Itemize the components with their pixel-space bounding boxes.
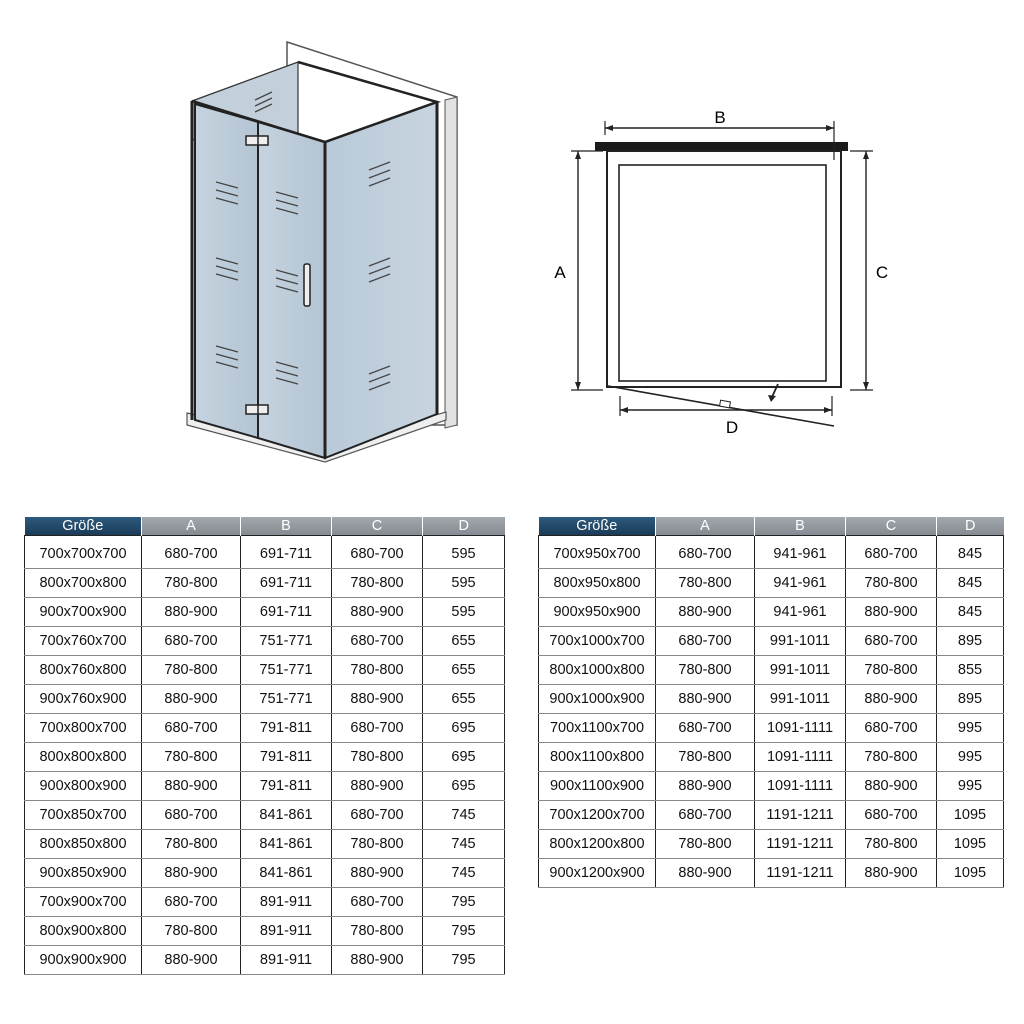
cell-d: 895	[937, 627, 1004, 656]
cell-a: 780-800	[656, 830, 755, 859]
cell-b: 891-911	[241, 888, 332, 917]
cell-size: 900x1100x900	[539, 772, 656, 801]
table-row	[25, 598, 505, 627]
cell-c: 680-700	[332, 801, 423, 830]
cell-c: 880-900	[332, 772, 423, 801]
cell-b: 691-711	[241, 540, 332, 569]
cell-b: 751-771	[241, 656, 332, 685]
cell-size: 700x700x700	[25, 540, 142, 569]
cell-d: 1095	[937, 830, 1004, 859]
cell-d: 595	[423, 569, 505, 598]
cell-d: 695	[423, 714, 505, 743]
cell-a: 880-900	[142, 946, 241, 975]
plan-view-diagram	[0, 0, 1024, 480]
header-a: A	[656, 517, 755, 536]
cell-a: 780-800	[656, 743, 755, 772]
cell-size: 700x850x700	[25, 801, 142, 830]
cell-size: 900x700x900	[25, 598, 142, 627]
cell-b: 791-811	[241, 772, 332, 801]
cell-b: 991-1011	[755, 627, 846, 656]
cell-size: 900x1200x900	[539, 859, 656, 888]
cell-c: 680-700	[332, 627, 423, 656]
table-row	[25, 627, 505, 656]
cell-size: 700x760x700	[25, 627, 142, 656]
cell-size: 800x1100x800	[539, 743, 656, 772]
cell-b: 791-811	[241, 714, 332, 743]
cell-c: 780-800	[332, 743, 423, 772]
cell-a: 780-800	[142, 743, 241, 772]
cell-size: 800x950x800	[539, 569, 656, 598]
cell-b: 941-961	[755, 598, 846, 627]
cell-b: 1191-1211	[755, 830, 846, 859]
outer-frame	[607, 151, 841, 387]
size-table-left	[24, 517, 505, 975]
cell-a: 880-900	[656, 772, 755, 801]
table-row	[539, 569, 1004, 598]
table-header	[539, 517, 1004, 536]
cell-a: 680-700	[656, 627, 755, 656]
table-row	[25, 569, 505, 598]
cell-b: 891-911	[241, 917, 332, 946]
cell-a: 780-800	[142, 917, 241, 946]
header-b: B	[755, 517, 846, 536]
cell-b: 691-711	[241, 569, 332, 598]
cell-size: 900x800x900	[25, 772, 142, 801]
cell-d: 595	[423, 540, 505, 569]
cell-d: 795	[423, 917, 505, 946]
cell-b: 941-961	[755, 569, 846, 598]
cell-a: 880-900	[656, 685, 755, 714]
table-row	[539, 801, 1004, 830]
cell-c: 780-800	[332, 569, 423, 598]
table-row	[539, 627, 1004, 656]
cell-b: 1191-1211	[755, 801, 846, 830]
cell-b: 1091-1111	[755, 714, 846, 743]
table-row	[539, 685, 1004, 714]
cell-size: 700x800x700	[25, 714, 142, 743]
table-row	[539, 859, 1004, 888]
label-c: C	[875, 263, 889, 282]
cell-b: 751-771	[241, 627, 332, 656]
cell-c: 880-900	[846, 859, 937, 888]
cell-c: 680-700	[332, 540, 423, 569]
cell-c: 880-900	[846, 598, 937, 627]
header-d: D	[937, 517, 1004, 536]
table-row	[25, 714, 505, 743]
cell-c: 780-800	[332, 830, 423, 859]
table-row	[25, 859, 505, 888]
cell-b: 751-771	[241, 685, 332, 714]
cell-d: 745	[423, 801, 505, 830]
cell-d: 995	[937, 772, 1004, 801]
cell-size: 700x900x700	[25, 888, 142, 917]
cell-a: 780-800	[142, 830, 241, 859]
cell-c: 780-800	[846, 830, 937, 859]
cell-b: 991-1011	[755, 685, 846, 714]
cell-c: 680-700	[846, 627, 937, 656]
table-row	[25, 772, 505, 801]
cell-size: 800x1000x800	[539, 656, 656, 685]
cell-c: 680-700	[846, 714, 937, 743]
cell-a: 680-700	[656, 714, 755, 743]
cell-c: 680-700	[332, 888, 423, 917]
cell-c: 780-800	[332, 917, 423, 946]
cell-a: 680-700	[142, 888, 241, 917]
table-header	[25, 517, 505, 536]
cell-b: 841-861	[241, 859, 332, 888]
table-row	[539, 714, 1004, 743]
cell-d: 845	[937, 569, 1004, 598]
cell-b: 691-711	[241, 598, 332, 627]
cell-c: 680-700	[846, 540, 937, 569]
cell-a: 680-700	[142, 627, 241, 656]
cell-c: 780-800	[846, 656, 937, 685]
table-row	[539, 540, 1004, 569]
table-row	[25, 801, 505, 830]
cell-a: 780-800	[142, 569, 241, 598]
cell-a: 880-900	[656, 859, 755, 888]
table-row	[539, 598, 1004, 627]
cell-size: 700x1100x700	[539, 714, 656, 743]
cell-a: 780-800	[142, 656, 241, 685]
table-row	[25, 540, 505, 569]
cell-b: 1191-1211	[755, 859, 846, 888]
cell-size: 700x1200x700	[539, 801, 656, 830]
cell-d: 655	[423, 627, 505, 656]
cell-c: 680-700	[846, 801, 937, 830]
cell-size: 800x760x800	[25, 656, 142, 685]
cell-d: 795	[423, 888, 505, 917]
cell-size: 800x850x800	[25, 830, 142, 859]
cell-a: 680-700	[656, 540, 755, 569]
cell-a: 780-800	[656, 569, 755, 598]
cell-d: 655	[423, 656, 505, 685]
cell-a: 880-900	[142, 598, 241, 627]
table-row	[539, 743, 1004, 772]
cell-size: 800x800x800	[25, 743, 142, 772]
cell-a: 680-700	[142, 714, 241, 743]
cell-b: 941-961	[755, 540, 846, 569]
cell-a: 880-900	[142, 772, 241, 801]
cell-size: 700x1000x700	[539, 627, 656, 656]
header-b: B	[241, 517, 332, 536]
cell-b: 891-911	[241, 946, 332, 975]
cell-d: 855	[937, 656, 1004, 685]
header-c: C	[846, 517, 937, 536]
cell-a: 880-900	[142, 859, 241, 888]
header-size: Größe	[25, 517, 142, 536]
inner-frame	[619, 165, 826, 381]
cell-c: 880-900	[332, 685, 423, 714]
cell-size: 900x1000x900	[539, 685, 656, 714]
table-row	[539, 830, 1004, 859]
table-row	[25, 888, 505, 917]
table-row	[25, 830, 505, 859]
table-row	[539, 772, 1004, 801]
cell-d: 695	[423, 743, 505, 772]
cell-d: 695	[423, 772, 505, 801]
header-d: D	[423, 517, 505, 536]
cell-d: 795	[423, 946, 505, 975]
cell-d: 1095	[937, 801, 1004, 830]
cell-d: 995	[937, 743, 1004, 772]
cell-d: 995	[937, 714, 1004, 743]
table-row	[25, 743, 505, 772]
cell-b: 1091-1111	[755, 772, 846, 801]
cell-c: 880-900	[332, 946, 423, 975]
label-a: A	[554, 263, 566, 282]
table-row	[25, 946, 505, 975]
table-row	[25, 917, 505, 946]
cell-b: 1091-1111	[755, 743, 846, 772]
cell-size: 800x1200x800	[539, 830, 656, 859]
label-b: B	[714, 108, 726, 127]
cell-b: 791-811	[241, 743, 332, 772]
cell-a: 780-800	[656, 656, 755, 685]
cell-d: 745	[423, 859, 505, 888]
cell-c: 780-800	[846, 743, 937, 772]
header-c: C	[332, 517, 423, 536]
header-a: A	[142, 517, 241, 536]
cell-d: 1095	[937, 859, 1004, 888]
cell-size: 900x760x900	[25, 685, 142, 714]
table-row	[25, 685, 505, 714]
header-size: Größe	[539, 517, 656, 536]
cell-d: 595	[423, 598, 505, 627]
wall-bar	[595, 142, 848, 151]
cell-c: 780-800	[332, 656, 423, 685]
cell-d: 895	[937, 685, 1004, 714]
table-row	[539, 656, 1004, 685]
cell-size: 700x950x700	[539, 540, 656, 569]
cell-a: 680-700	[142, 801, 241, 830]
cell-size: 800x700x800	[25, 569, 142, 598]
cell-size: 900x950x900	[539, 598, 656, 627]
cell-d: 745	[423, 830, 505, 859]
cell-d: 845	[937, 598, 1004, 627]
cell-c: 780-800	[846, 569, 937, 598]
cell-a: 680-700	[142, 540, 241, 569]
cell-size: 900x850x900	[25, 859, 142, 888]
label-d: D	[725, 418, 739, 437]
cell-a: 680-700	[656, 801, 755, 830]
cell-c: 680-700	[332, 714, 423, 743]
table-row	[25, 656, 505, 685]
cell-b: 991-1011	[755, 656, 846, 685]
cell-c: 880-900	[846, 685, 937, 714]
cell-a: 880-900	[142, 685, 241, 714]
cell-b: 841-861	[241, 801, 332, 830]
cell-d: 845	[937, 540, 1004, 569]
cell-c: 880-900	[332, 598, 423, 627]
cell-c: 880-900	[332, 859, 423, 888]
cell-c: 880-900	[846, 772, 937, 801]
cell-d: 655	[423, 685, 505, 714]
cell-a: 880-900	[656, 598, 755, 627]
cell-b: 841-861	[241, 830, 332, 859]
cell-size: 900x900x900	[25, 946, 142, 975]
size-table-right	[538, 517, 1004, 888]
cell-size: 800x900x800	[25, 917, 142, 946]
